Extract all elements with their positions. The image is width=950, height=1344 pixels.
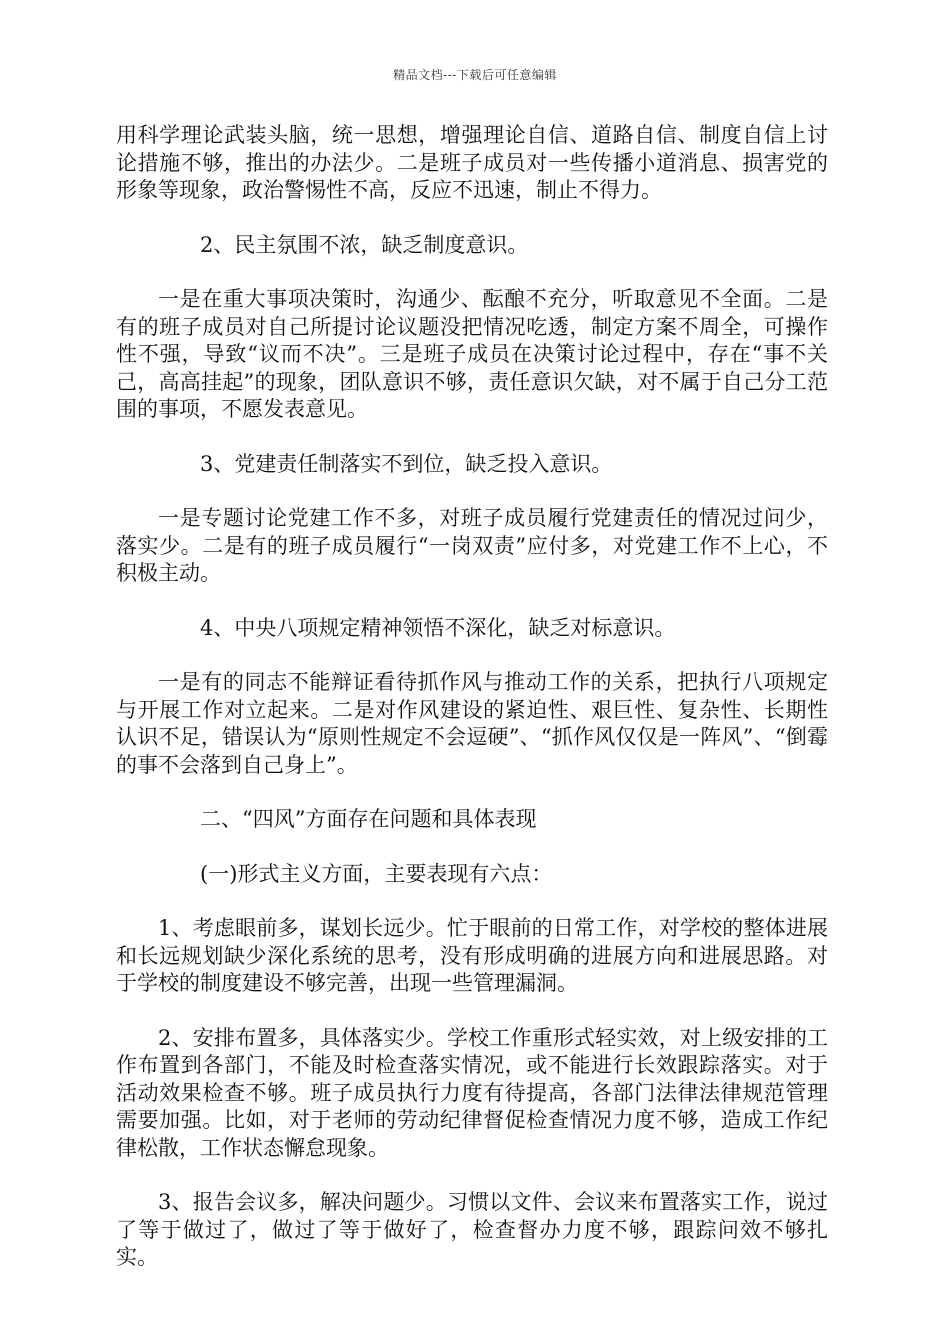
paragraph: 2、安排布置多，具体落实少。学校工作重形式轻实效，对上级安排的工作布置到各部门，不能及时检查落实情况，或不能进行长效跟踪落实。对于活动效果检查不够。班子成员执行力度有待提高，各部门法律法律规范管理需要加强。比如，对于老师的劳动纪律督促检查情况力度不够，造成工作纪律松散，工作状态懈怠现象。 — [116, 1025, 828, 1160]
page-header: 精品文档---下载后可任意编辑 — [393, 68, 557, 82]
paragraph: 一是在重大事项决策时，沟通少、酝酿不充分，听取意见不全面。二是有的班子成员对自己所提讨论议题没把情况吃透，制定方案不周全，可操作性不强，导致“议而不决”。三是班子成员在决策讨论过程中，存在“事不关己，高高挂起”的现象，团队意识不够，责任意识欠缺，对不属于自己分工范围的事项，不愿发表意见。 — [116, 287, 828, 421]
section-heading: (一)形式主义方面，主要表现有六点： — [200, 861, 553, 886]
paragraph: 一是有的同志不能辩证看待抓作风与推动工作的关系，把执行八项规定与开展工作对立起来。二是对作风建设的紧迫性、艰巨性、复杂性、长期性认识不足，错误认为“原则性规定不会逗硬”、“抓作风仅仅是一阵风”、“倒霉的事不会落到自己身上”。 — [116, 670, 828, 777]
document-body — [116, 122, 828, 1299]
paragraph: 用科学理论武装头脑，统一思想，增强理论自信、道路自信、制度自信上讨论措施不够，推出的办法少。二是班子成员对一些传播小道消息、损害党的形象等现象，政治警惕性不高，反应不迅速，制止不得力。 — [116, 123, 828, 202]
paragraph: 1、考虑眼前多，谋划长远少。忙于眼前的日常工作，对学校的整体进展和长远规划缺少深化系统的思考，没有形成明确的进展方向和进展思路。对于学校的制度建设不够完善，出现一些管理漏洞。 — [116, 916, 828, 995]
section-heading: 3、党建责任制落实不到位，缺乏投入意识。 — [200, 451, 613, 476]
section-heading: 4、中央八项规定精神领悟不深化，缺乏对标意识。 — [200, 615, 676, 640]
section-heading: 二、“四风”方面存在问题和具体表现 — [200, 807, 537, 831]
paragraph: 一是专题讨论党建工作不多，对班子成员履行党建责任的情况过问少，落实少。二是有的班子成员履行“一岗双责”应付多，对党建工作不上心，不积极主动。 — [116, 506, 828, 585]
section-heading: 2、民主氛围不浓，缺乏制度意识。 — [200, 232, 529, 257]
paragraph: 3、报告会议多，解决问题少。习惯以文件、会议来布置落实工作，说过了等于做过了，做过了等于做好了，检查督办力度不够，跟踪问效不够扎实。 — [116, 1190, 828, 1269]
